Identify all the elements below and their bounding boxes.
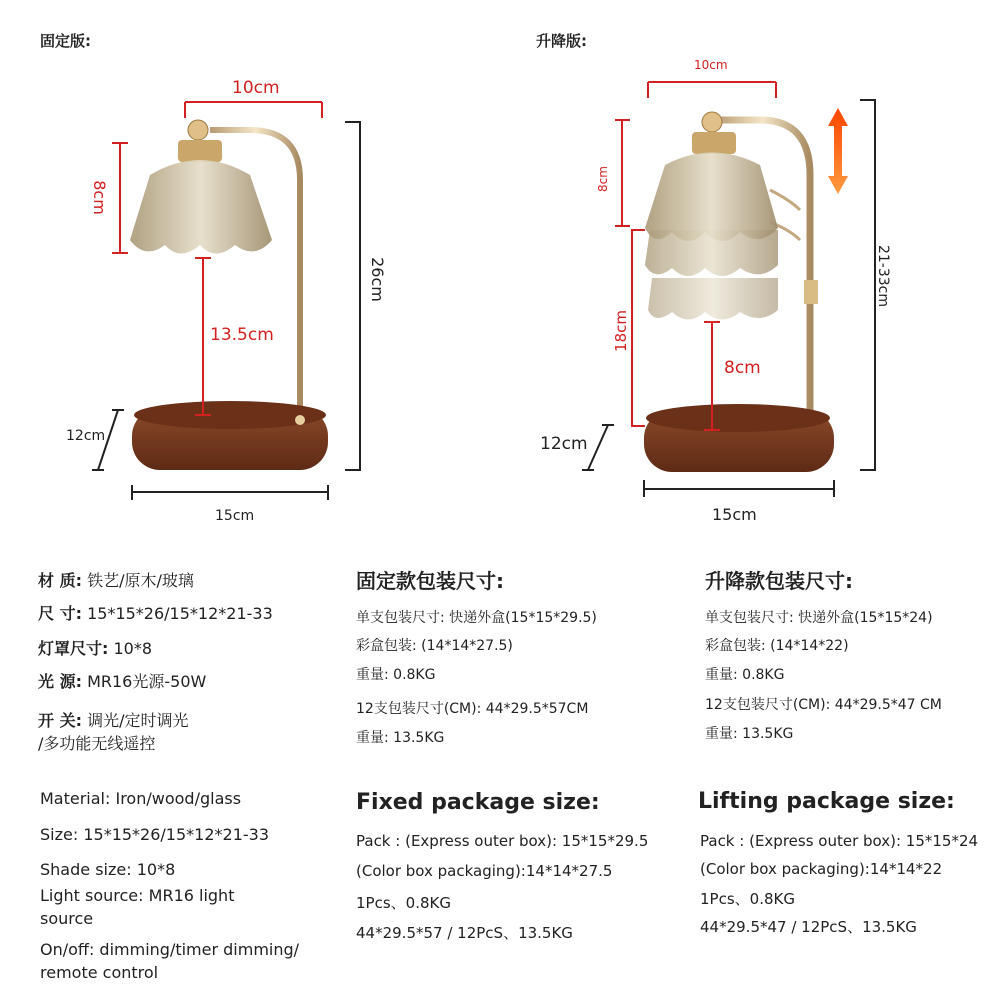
lift-version-header: 升降版: — [536, 32, 587, 50]
fixed-dim-width: 10cm — [232, 78, 280, 98]
fixed-dim-base-width: 15cm — [215, 508, 255, 524]
fixed-lamp-image — [130, 120, 328, 470]
lift-dim-base-depth: 12cm — [540, 434, 588, 454]
fixed-dim-shade: 8cm — [89, 180, 109, 215]
fixed-dim-base-depth: 12cm — [66, 428, 106, 444]
lift-dim-shade: 8cm — [595, 166, 610, 192]
lift-dim-height: 21-33cm — [875, 244, 892, 308]
fixed-dim-gap: 13.5cm — [210, 325, 274, 345]
fixed-dim-height: 26cm — [367, 257, 387, 302]
lifting-lamp-image — [644, 108, 848, 472]
lift-dim-base-width: 15cm — [712, 505, 757, 524]
lift-dim-width: 10cm — [694, 58, 728, 72]
up-down-arrow-icon — [828, 108, 848, 194]
lift-dim-gap: 8cm — [724, 358, 761, 378]
lift-dim-travel: 18cm — [611, 310, 630, 352]
fixed-version-header: 固定版: — [40, 32, 91, 50]
